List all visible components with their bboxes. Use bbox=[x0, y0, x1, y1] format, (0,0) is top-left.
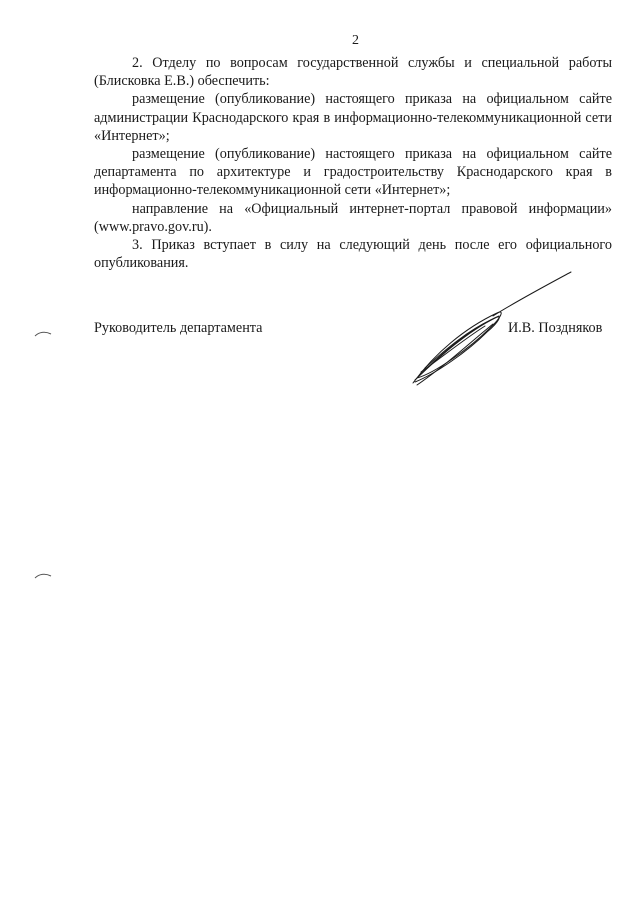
scan-artifact-mark bbox=[33, 330, 53, 338]
paragraph-placement-department-site: размещение (опубликование) настоящего приказа на официальном сайте департамента по архитектуре и градостроительству Краснодарского края в информационно-телекоммуникационной сети «Интернет»; bbox=[94, 146, 612, 199]
signatory-role: Руководитель департамента bbox=[94, 320, 263, 336]
paragraph-item-3: 3. Приказ вступает в силу на следующий день после его официального опубликования. bbox=[94, 237, 612, 272]
document-body bbox=[94, 54, 612, 272]
paragraph-placement-admin-site: размещение (опубликование) настоящего приказа на официальном сайте администрации Краснодарского края в информационно-телекоммуникационной сети «Интернет»; bbox=[94, 91, 612, 144]
paragraph-legal-portal: направление на «Официальный интернет-портал правовой информации» (www.pravo.gov.ru). bbox=[94, 200, 612, 235]
paragraph-item-2: 2. Отделу по вопросам государственной службы и специальной работы (Блисковка Е.В.) обеспечить: bbox=[94, 55, 612, 90]
page-number: 2 bbox=[352, 33, 359, 48]
scan-artifact-mark bbox=[33, 572, 53, 580]
signatory-name: И.В. Поздняков bbox=[508, 320, 603, 336]
